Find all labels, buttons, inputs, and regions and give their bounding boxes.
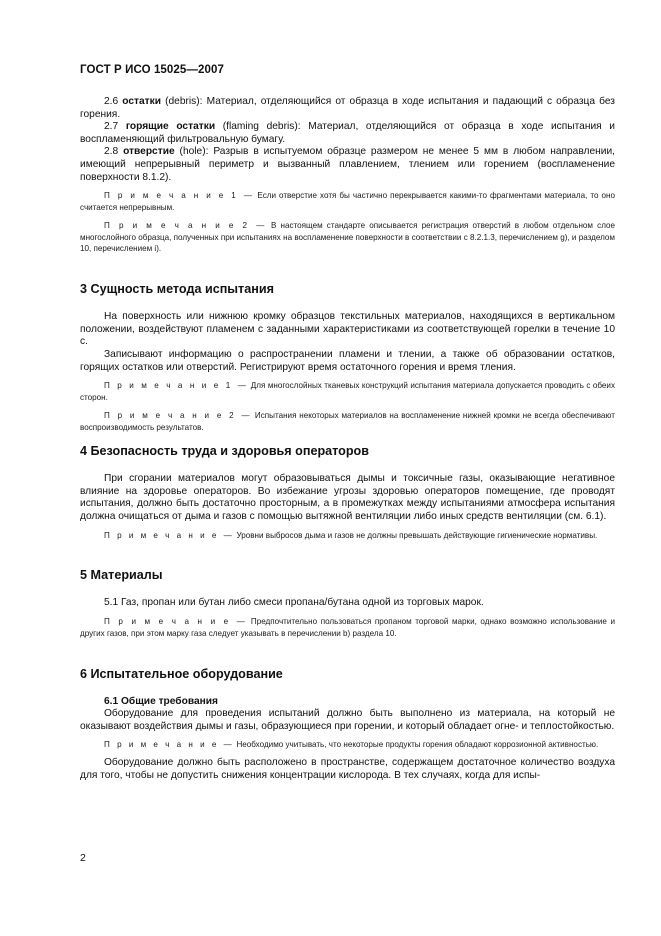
definition-term: отверстие <box>123 146 175 158</box>
note-text: Уровни выбросов дыма и газов не должны превышать действующие гигиенические нормативы. <box>236 530 598 540</box>
note-label: П р и м е ч а н и е 1 — <box>104 191 255 201</box>
definition-term-en: (hole): <box>179 146 209 158</box>
note-label: П р и м е ч а н и е 2 — <box>104 410 253 420</box>
note-text: В настоящем стандарте описывается регистрация отверстий в любом отдельном слое многослойного образца, полученных при испытаниях на воспламенение поверхности в соответствии с 8.2.1.3, перечислением g), и разделом 10, перечислением i). <box>80 220 616 254</box>
subsection-6-1-title: 6.1 Общие требования <box>104 695 218 707</box>
page-content <box>80 96 615 782</box>
document-header: ГОСТ Р ИСО 15025—2007 <box>80 64 225 76</box>
section-6-title: 6 Испытательное оборудование <box>80 666 283 681</box>
section-5-title: 5 Материалы <box>80 568 163 583</box>
note-text: Предпочтительно пользоваться пропаном торговой марки, однако возможно использование и других газов, при этом марку газа следует указывать в перечислении b) раздела 10. <box>80 617 615 638</box>
note-4 <box>80 530 615 542</box>
definition-term: остатки <box>122 96 162 107</box>
definition-number: 2.8 <box>104 146 119 158</box>
note-label: П р и м е ч а н и е — <box>104 530 235 540</box>
section-5-paragraph: 5.1 Газ, пропан или бутан либо смеси пропана/бутана одной из торговых марок. <box>104 597 484 609</box>
definition-term-en: (debris): <box>165 96 203 107</box>
note-label: П р и м е ч а н и е — <box>104 740 235 750</box>
definition-number: 2.6 <box>104 96 119 107</box>
definition-2-7 <box>80 121 615 146</box>
page-number: 2 <box>80 852 86 864</box>
note-label: П р и м е ч а н и е 1 — <box>104 381 249 391</box>
section-3-paragraph-1: На поверхность или нижнюю кромку образцов текстильных материалов, находящихся в вертикальном положении, воздействуют пламенем с заданными характеристиками из соответствующей горелки в течение 10 с. <box>80 311 615 348</box>
note-label: П р и м е ч а н и е 2 — <box>104 220 267 230</box>
section-3-paragraph-2: Записывают информацию о распространении пламени и тлении, а также об образовании остатков, горящих остатков или отверстий. Регистрируют время остаточного горения и время тления. <box>80 348 615 373</box>
section-3-title: 3 Сущность метода испытания <box>80 282 274 297</box>
definition-text: Разрыв в испытуемом образце размером не менее 5 мм в любом направлении, имеющий непрерывный периметр и вызванный плавлением, тлением или горением (воспламенение поверхности 8.1.2). <box>80 146 615 183</box>
section-4-paragraph: При сгорании материалов могут образовываться дымы и токсичные газы, оказывающие негативное влияние на здоровье операторов. Во избежание угрозы здоровью операторов помещение, где проводят испытания, должно быть достаточно просторным, а в промежутках между испытаниями атмосфера испытания должна очищаться от дыма и газов с помощью вытяжной вентиляции либо иных средств вентиляции (см. 6.1). <box>80 473 615 523</box>
note-text: Если отверстие хотя бы частично перекрывается какими-то фрагментами материала, то оно считается непрерывным. <box>80 191 616 212</box>
definition-text: Материал, отделяющийся от образца в ходе испытания и воспламеняющий фильтровальную бумагу. <box>80 121 615 145</box>
note-3-2 <box>80 410 615 434</box>
section-4-title: 4 Безопасность труда и здоровья операторов <box>80 444 369 459</box>
note-2-8-1 <box>80 190 615 214</box>
note-label: П р и м е ч а н и е — <box>104 617 248 627</box>
note-text: Необходимо учитывать, что некоторые продукты горения обладают коррозионной активностью. <box>236 740 599 750</box>
definition-term-en: (flaming debris): <box>222 121 301 133</box>
definition-2-6 <box>80 96 615 121</box>
note-5 <box>80 616 615 640</box>
section-6-1-paragraph-2: Оборудование должно быть расположено в пространстве, содержащем достаточное количество воздуха для того, чтобы не допустить снижения концентрации кислорода. В тех случаях, когда для испы- <box>80 757 615 781</box>
section-6-1-paragraph-1: Оборудование для проведения испытаний должно быть выполнено из материала, на который не оказывают воздействия дымы и газы, образующиеся при горении, и который обладает огне- и теплостойкостью. <box>80 708 615 732</box>
note-6-1 <box>80 739 615 751</box>
note-3-1 <box>80 380 615 404</box>
definition-text: Материал, отделяющийся от образца в ходе испытания и падающий с образца без горения. <box>80 96 615 120</box>
note-2-8-2 <box>80 220 615 255</box>
note-text: Испытания некоторых материалов на воспламенение нижней кромки не всегда обеспечивают воспроизводимость результатов. <box>80 410 616 432</box>
definition-2-8 <box>80 146 615 184</box>
definition-term: горящие остатки <box>125 121 216 133</box>
definition-number: 2.7 <box>104 121 119 133</box>
note-text: Для многослойных тканевых конструкций испытания материала допускается проводить с обеих сторон. <box>80 381 615 402</box>
